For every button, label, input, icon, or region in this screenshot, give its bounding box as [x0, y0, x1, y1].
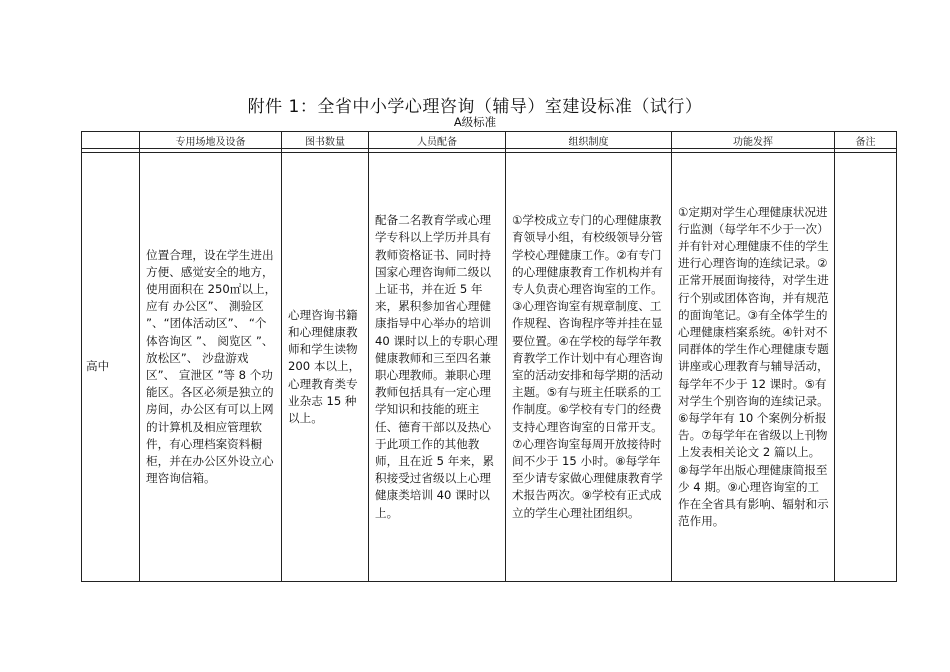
table-header-row — [82, 132, 897, 149]
cell-function — [672, 153, 835, 582]
table-row — [82, 153, 897, 582]
header-function: 功能发挥 — [672, 132, 835, 149]
staff-text: 配备二名教育学或心理学专科以上学历并具有教师资格证书、同时持国家心理咨询师二级以上证书，并在近 5 年来，累积参加省心理健康指导中心举办的培训 40 课时以上的专职心理健康教师和三至四名兼职心理教师。兼职心理教师包括具有一定心理学知识和技能的班主任、德育干部以及热心于此项工作的其他教师，且在近 5 年来，累积接受过省级以上心理健康类培训 40 课时以上。 — [375, 213, 498, 520]
organization-text: ①学校成立专门的心理健康教育领导小组，有校级领导分管学校心理健康工作。②有专门的心理健康教育工作机构并有专人负责心理咨询室的工作。③心理咨询室有规章制度、工作规程、咨询程序等并挂在显要位置。④在学校的每学年教育教学工作计划中有心理咨询室的活动安排和每学期的活动主题。⑤有与班主任联系的工作制度。⑥学校有专门的经费支持心理咨询室的日常开支。⑦心理咨询室每周开放接待时间不少于 15 小时。⑧每学年至少请专家做心理健康教育学术报告两次。⑨学校有正式成立的学生心理社团组织。 — [512, 213, 663, 520]
header-level — [82, 132, 140, 149]
cell-staff — [369, 153, 506, 582]
standards-table — [81, 131, 897, 582]
page-title: 附件 1：全省中小学心理咨询（辅导）室建设标准（试行） — [247, 97, 703, 117]
cell-remarks — [835, 153, 897, 582]
page-subtitle: A级标准 — [453, 115, 497, 129]
cell-level: 高中 — [82, 153, 140, 582]
header-staff: 人员配备 — [369, 132, 506, 149]
function-text: ①定期对学生心理健康状况进行监测（每学年不少于一次）并有针对心理健康不佳的学生进行心理咨询的连续记录。②正常开展面询接待，对学生进行个别或团体咨询，并有规范的面询笔记。③有全体学生的心理健康档案系统。④针对不同群体的学生作心理健康专题讲座或心理教育与辅导活动，每学年不少于 12 课时。⑤有对学生个别咨询的连续记录。⑥每学年有 10 个案例分析报告。⑦每学年在省级以上刊物上发表相关论文 2 篇以上。⑧每学年出版心理健康简报至少 4 期。⑨心理咨询室的工作在全省具有影响、辐射和示范作用。 — [678, 204, 829, 529]
header-books: 图书数量 — [282, 132, 369, 149]
cell-organization — [506, 153, 672, 582]
header-organization: 组织制度 — [506, 132, 672, 149]
venue-text: 位置合理，设在学生进出方便、感觉安全的地方，使用面积在 250㎡以上，应有 办公区”、 測验区 ”、“团体活动区”、 “个体咨询区 ”、 阅览区 ”、 放松区”、 沙盘游戏区”、 宣泄区 ”等 8 个功能区。各区必须是独立的房间，办公区有可以上网的计算机及相应管理软件，有心理档案资料橱柜，并在办公区外设立心理咨询信箱。 — [146, 247, 277, 486]
header-remarks: 备注 — [835, 132, 897, 149]
books-text: 心理咨询书籍和心理健康教师和学生读物 200 本以上，心理教育类专业杂志 15 种以上。 — [288, 307, 361, 425]
cell-books — [282, 153, 369, 582]
header-venue: 专用场地及设备 — [140, 132, 282, 149]
cell-venue — [140, 153, 282, 582]
